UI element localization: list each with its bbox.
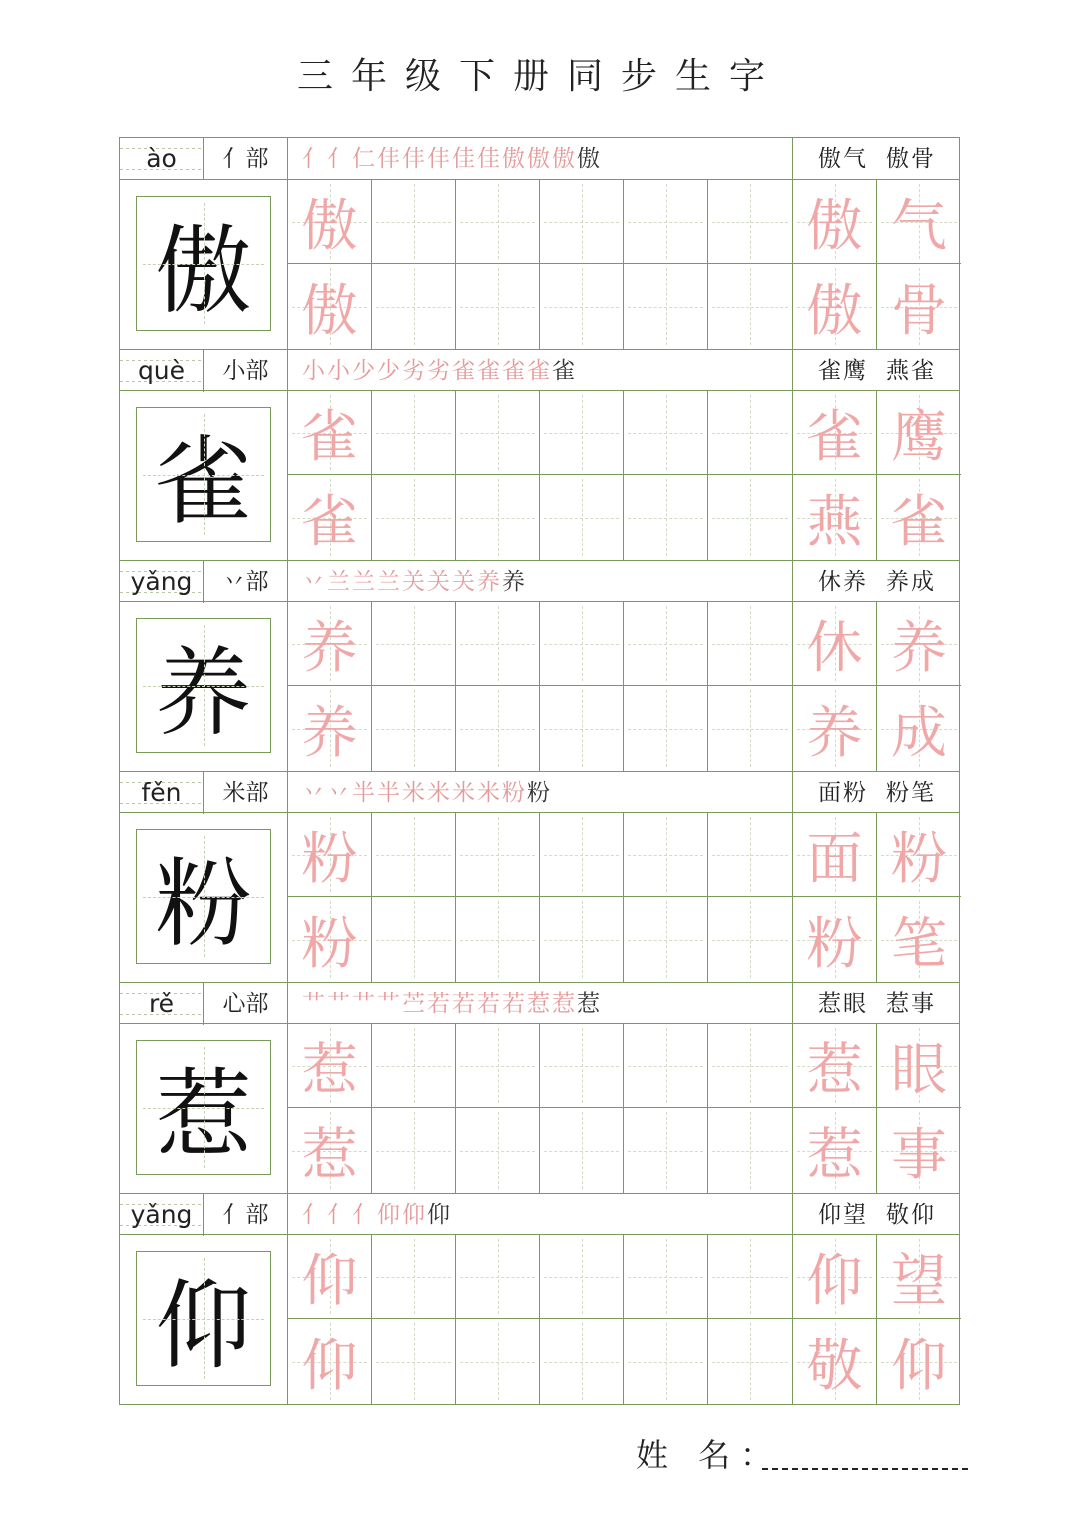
- stroke-step: 兰: [377, 569, 402, 595]
- stroke-order: [288, 350, 793, 392]
- character-block: [120, 138, 959, 349]
- word-trace-cell[interactable]: [877, 180, 961, 264]
- pinyin-label: ào: [120, 138, 204, 180]
- trace-character: 仰: [301, 1333, 358, 1399]
- word-trace-character: 事: [891, 1122, 947, 1188]
- practice-grid[interactable]: [288, 391, 793, 560]
- radical-label: 亻部: [204, 138, 288, 180]
- practice-grid[interactable]: [288, 1024, 793, 1193]
- name-label: 姓 名：: [636, 1436, 783, 1474]
- model-character-cell: [120, 813, 288, 982]
- trace-cell[interactable]: [288, 1024, 372, 1108]
- stroke-step: 关: [402, 569, 427, 595]
- practice-cell[interactable]: [540, 1235, 624, 1319]
- word-trace-character: 眼: [891, 1037, 947, 1103]
- practice-cell[interactable]: [372, 264, 456, 349]
- example-word: 仰望: [818, 1202, 868, 1228]
- practice-grid[interactable]: [288, 1235, 793, 1404]
- example-words: [793, 1194, 961, 1236]
- trace-cell[interactable]: [288, 264, 372, 349]
- stroke-step: 亻: [327, 146, 352, 172]
- practice-cell[interactable]: [540, 475, 624, 560]
- trace-cell[interactable]: [288, 475, 372, 560]
- word-trace-character: 气: [891, 193, 947, 259]
- practice-cell[interactable]: [708, 391, 792, 475]
- practice-cell[interactable]: [624, 1319, 708, 1404]
- trace-cell[interactable]: [288, 391, 372, 475]
- practice-cell[interactable]: [372, 475, 456, 560]
- trace-cell[interactable]: [288, 1108, 372, 1193]
- word-trace-cell[interactable]: [877, 602, 961, 686]
- block-header: [120, 349, 959, 391]
- word-trace-cell[interactable]: [877, 1235, 961, 1319]
- practice-cell[interactable]: [624, 391, 708, 475]
- radical-label: 亻部: [204, 1194, 288, 1236]
- stroke-step: 惹: [552, 991, 577, 1017]
- practice-cell[interactable]: [708, 813, 792, 897]
- pinyin-label: yǎng: [120, 561, 204, 603]
- word-trace-character: 笔: [891, 911, 947, 977]
- word-trace-character: 仰: [806, 1248, 863, 1314]
- stroke-step: 雀: [552, 358, 577, 384]
- stroke-step: 亻: [352, 1202, 377, 1228]
- practice-cell[interactable]: [456, 897, 540, 982]
- practice-cell[interactable]: [372, 1235, 456, 1319]
- stroke-step: 傲: [527, 146, 552, 172]
- example-words: [793, 561, 961, 603]
- practice-cell[interactable]: [456, 1024, 540, 1108]
- word-trace-cell[interactable]: [877, 1319, 961, 1404]
- practice-cell[interactable]: [372, 813, 456, 897]
- word-trace-character: 养: [891, 615, 947, 681]
- stroke-step: 粉: [502, 780, 527, 806]
- model-character-cell: [120, 391, 288, 560]
- stroke-step: 兰: [352, 569, 377, 595]
- example-word: 惹事: [886, 991, 936, 1017]
- stroke-step: 劣: [427, 358, 452, 384]
- stroke-step: 丷: [302, 569, 327, 595]
- word-trace-character: 敬: [806, 1333, 863, 1399]
- stroke-step: 仹: [377, 146, 402, 172]
- trace-character: 雀: [301, 404, 358, 470]
- stroke-step: 亻: [327, 1202, 352, 1228]
- word-trace-cell[interactable]: [877, 1108, 961, 1193]
- practice-cell[interactable]: [708, 897, 792, 982]
- stroke-step: 佳: [477, 146, 502, 172]
- pinyin-label: rě: [120, 983, 204, 1025]
- stroke-step: 兰: [327, 569, 352, 595]
- practice-cell[interactable]: [708, 180, 792, 264]
- stroke-step: 惹: [527, 991, 552, 1017]
- practice-cell[interactable]: [456, 602, 540, 686]
- trace-character: 仰: [301, 1248, 358, 1314]
- trace-cell[interactable]: [288, 1319, 372, 1404]
- trace-cell[interactable]: [288, 686, 372, 771]
- stroke-step: 养: [502, 569, 527, 595]
- example-word: 雀鹰: [818, 358, 868, 384]
- word-trace-cell[interactable]: [793, 813, 877, 897]
- trace-character: 养: [301, 615, 358, 681]
- word-trace-cell[interactable]: [877, 1024, 961, 1108]
- stroke-step: 关: [452, 569, 477, 595]
- model-character: 粉: [136, 829, 271, 964]
- word-trace-cell[interactable]: [877, 264, 961, 349]
- stroke-step: 苎: [402, 991, 427, 1017]
- practice-cell[interactable]: [708, 475, 792, 560]
- trace-character: 傲: [301, 278, 358, 344]
- practice-cell[interactable]: [456, 1235, 540, 1319]
- word-practice-grid[interactable]: [793, 180, 961, 349]
- name-input-line[interactable]: [762, 1468, 968, 1470]
- practice-cell[interactable]: [540, 1319, 624, 1404]
- trace-character: 傲: [301, 193, 358, 259]
- word-trace-cell[interactable]: [793, 1024, 877, 1108]
- trace-character: 雀: [301, 489, 358, 555]
- example-words: [793, 983, 961, 1025]
- pinyin-label: fěn: [120, 772, 204, 814]
- stroke-step: 关: [427, 569, 452, 595]
- character-block: [120, 1193, 959, 1404]
- practice-cell[interactable]: [456, 813, 540, 897]
- model-character-cell: [120, 1235, 288, 1404]
- practice-cell[interactable]: [540, 897, 624, 982]
- character-block: [120, 560, 959, 771]
- word-practice-grid[interactable]: [793, 1024, 961, 1193]
- practice-cell[interactable]: [456, 1319, 540, 1404]
- model-character-cell: [120, 1024, 288, 1193]
- example-word: 敬仰: [886, 1202, 936, 1228]
- stroke-step: 艹: [327, 991, 352, 1017]
- practice-cell[interactable]: [456, 180, 540, 264]
- practice-cell[interactable]: [624, 1024, 708, 1108]
- stroke-step: 佳: [452, 146, 477, 172]
- trace-cell[interactable]: [288, 180, 372, 264]
- stroke-step: 半: [377, 780, 402, 806]
- word-trace-cell[interactable]: [877, 391, 961, 475]
- practice-cell[interactable]: [540, 1024, 624, 1108]
- practice-cell[interactable]: [624, 1108, 708, 1193]
- example-word: 傲骨: [886, 146, 936, 172]
- word-trace-character: 鹰: [891, 404, 947, 470]
- word-trace-cell[interactable]: [793, 602, 877, 686]
- stroke-step: 小: [302, 358, 327, 384]
- stroke-step: 米: [477, 780, 502, 806]
- word-trace-character: 傲: [806, 278, 863, 344]
- stroke-step: 雀: [452, 358, 477, 384]
- example-word: 惹眼: [818, 991, 868, 1017]
- word-practice-grid[interactable]: [793, 391, 961, 560]
- trace-cell[interactable]: [288, 1235, 372, 1319]
- stroke-step: 若: [427, 991, 452, 1017]
- trace-character: 惹: [301, 1037, 358, 1103]
- example-word: 粉笔: [886, 780, 936, 806]
- stroke-step: 半: [352, 780, 377, 806]
- stroke-step: 艹: [302, 991, 327, 1017]
- stroke-order: [288, 561, 793, 603]
- practice-cell[interactable]: [624, 1235, 708, 1319]
- word-trace-character: 休: [806, 615, 863, 681]
- word-trace-character: 傲: [806, 193, 863, 259]
- trace-cell[interactable]: [288, 602, 372, 686]
- trace-character: 粉: [301, 826, 358, 892]
- stroke-step: 米: [402, 780, 427, 806]
- trace-cell[interactable]: [288, 897, 372, 982]
- example-word: 养成: [886, 569, 936, 595]
- pinyin-label: yǎng: [120, 1194, 204, 1236]
- practice-cell[interactable]: [456, 686, 540, 771]
- word-trace-cell[interactable]: [793, 686, 877, 771]
- practice-cell[interactable]: [624, 686, 708, 771]
- page-title: 三年级下册同步生字: [296, 56, 783, 97]
- stroke-step: 劣: [402, 358, 427, 384]
- word-trace-cell[interactable]: [793, 1319, 877, 1404]
- practice-grid[interactable]: [288, 813, 793, 982]
- stroke-step: 少: [377, 358, 402, 384]
- stroke-step: 傲: [502, 146, 527, 172]
- practice-cell[interactable]: [372, 1108, 456, 1193]
- practice-cell[interactable]: [372, 1319, 456, 1404]
- word-trace-character: 养: [806, 700, 863, 766]
- word-trace-character: 惹: [806, 1037, 863, 1103]
- stroke-step: 仰: [427, 1202, 452, 1228]
- word-trace-character: 面: [806, 826, 863, 892]
- stroke-step: 米: [452, 780, 477, 806]
- word-trace-character: 成: [891, 700, 947, 766]
- stroke-step: 丷: [302, 780, 327, 806]
- practice-cell[interactable]: [708, 602, 792, 686]
- practice-cell[interactable]: [456, 264, 540, 349]
- block-header: [120, 1193, 959, 1235]
- practice-cell[interactable]: [624, 813, 708, 897]
- stroke-step: 仰: [377, 1202, 402, 1228]
- word-practice-grid[interactable]: [793, 813, 961, 982]
- word-trace-cell[interactable]: [793, 897, 877, 982]
- stroke-step: 仁: [352, 146, 377, 172]
- trace-character: 粉: [301, 911, 358, 977]
- word-trace-cell[interactable]: [793, 180, 877, 264]
- example-words: [793, 350, 961, 392]
- radical-label: 米部: [204, 772, 288, 814]
- practice-cell[interactable]: [624, 264, 708, 349]
- practice-cell[interactable]: [540, 686, 624, 771]
- stroke-step: 若: [502, 991, 527, 1017]
- block-header: [120, 560, 959, 602]
- model-character-cell: [120, 180, 288, 349]
- stroke-step: 少: [352, 358, 377, 384]
- stroke-order: [288, 983, 793, 1025]
- stroke-step: 雀: [502, 358, 527, 384]
- practice-cell[interactable]: [372, 897, 456, 982]
- stroke-step: 雀: [527, 358, 552, 384]
- practice-grid[interactable]: [288, 602, 793, 771]
- stroke-order: [288, 1194, 793, 1236]
- practice-cell[interactable]: [540, 180, 624, 264]
- word-trace-character: 雀: [891, 489, 947, 555]
- model-character-cell: [120, 602, 288, 771]
- word-trace-character: 雀: [806, 404, 863, 470]
- practice-cell[interactable]: [708, 686, 792, 771]
- stroke-step: 丷: [327, 780, 352, 806]
- character-block: [120, 771, 959, 982]
- stroke-step: 艹: [377, 991, 402, 1017]
- word-trace-cell[interactable]: [877, 475, 961, 560]
- practice-cell[interactable]: [540, 391, 624, 475]
- word-trace-character: 粉: [891, 826, 947, 892]
- practice-cell[interactable]: [624, 475, 708, 560]
- radical-label: 小部: [204, 350, 288, 392]
- block-header: [120, 138, 959, 180]
- trace-character: 惹: [301, 1122, 358, 1188]
- model-character: 傲: [136, 196, 271, 331]
- stroke-order: [288, 138, 793, 180]
- word-trace-cell[interactable]: [793, 1108, 877, 1193]
- radical-label: 心部: [204, 983, 288, 1025]
- stroke-step: 粉: [527, 780, 552, 806]
- practice-cell[interactable]: [540, 813, 624, 897]
- example-words: [793, 138, 961, 180]
- practice-cell[interactable]: [372, 180, 456, 264]
- practice-cell[interactable]: [624, 897, 708, 982]
- practice-cell[interactable]: [708, 1319, 792, 1404]
- stroke-order: [288, 772, 793, 814]
- block-header: [120, 982, 959, 1024]
- radical-label: 丷部: [204, 561, 288, 603]
- stroke-step: 小: [327, 358, 352, 384]
- example-words: [793, 772, 961, 814]
- practice-cell[interactable]: [624, 180, 708, 264]
- practice-grid[interactable]: [288, 180, 793, 349]
- model-character: 雀: [136, 407, 271, 542]
- word-practice-grid[interactable]: [793, 1235, 961, 1404]
- example-word: 傲气: [818, 146, 868, 172]
- character-block: [120, 982, 959, 1193]
- block-header: [120, 771, 959, 813]
- stroke-step: 傲: [552, 146, 577, 172]
- example-word: 休养: [818, 569, 868, 595]
- pinyin-label: què: [120, 350, 204, 392]
- practice-cell[interactable]: [708, 1024, 792, 1108]
- practice-cell[interactable]: [456, 1108, 540, 1193]
- practice-cell[interactable]: [708, 264, 792, 349]
- practice-cell[interactable]: [456, 475, 540, 560]
- word-trace-cell[interactable]: [793, 391, 877, 475]
- practice-cell[interactable]: [372, 686, 456, 771]
- stroke-step: 仹: [402, 146, 427, 172]
- practice-cell[interactable]: [540, 1108, 624, 1193]
- word-trace-character: 仰: [891, 1333, 947, 1399]
- practice-cell[interactable]: [540, 264, 624, 349]
- practice-cell[interactable]: [708, 1108, 792, 1193]
- practice-cell[interactable]: [540, 602, 624, 686]
- word-trace-cell[interactable]: [877, 897, 961, 982]
- word-trace-cell[interactable]: [877, 813, 961, 897]
- model-character: 养: [136, 618, 271, 753]
- practice-cell[interactable]: [372, 602, 456, 686]
- stroke-step: 艹: [352, 991, 377, 1017]
- word-trace-cell[interactable]: [793, 264, 877, 349]
- example-word: 面粉: [818, 780, 868, 806]
- stroke-step: 若: [452, 991, 477, 1017]
- practice-cell[interactable]: [372, 1024, 456, 1108]
- stroke-step: 惹: [577, 991, 602, 1017]
- stroke-step: 亻: [302, 146, 327, 172]
- word-practice-grid[interactable]: [793, 602, 961, 771]
- character-block: [120, 349, 959, 560]
- word-trace-cell[interactable]: [793, 1235, 877, 1319]
- practice-sheet: [119, 137, 960, 1405]
- trace-character: 养: [301, 700, 358, 766]
- trace-cell[interactable]: [288, 813, 372, 897]
- stroke-step: 雀: [477, 358, 502, 384]
- word-trace-cell[interactable]: [877, 686, 961, 771]
- word-trace-character: 骨: [891, 278, 947, 344]
- practice-cell[interactable]: [708, 1235, 792, 1319]
- stroke-step: 亻: [302, 1202, 327, 1228]
- word-trace-character: 粉: [806, 911, 863, 977]
- practice-cell[interactable]: [372, 391, 456, 475]
- word-trace-character: 燕: [806, 489, 863, 555]
- model-character: 惹: [136, 1040, 271, 1175]
- practice-cell[interactable]: [624, 602, 708, 686]
- word-trace-cell[interactable]: [793, 475, 877, 560]
- stroke-step: 仹: [427, 146, 452, 172]
- model-character: 仰: [136, 1251, 271, 1386]
- stroke-step: 养: [477, 569, 502, 595]
- stroke-step: 傲: [577, 146, 602, 172]
- stroke-step: 米: [427, 780, 452, 806]
- word-trace-character: 惹: [806, 1122, 863, 1188]
- stroke-step: 仰: [402, 1202, 427, 1228]
- practice-cell[interactable]: [456, 391, 540, 475]
- example-word: 燕雀: [886, 358, 936, 384]
- stroke-step: 若: [477, 991, 502, 1017]
- word-trace-character: 望: [891, 1248, 947, 1314]
